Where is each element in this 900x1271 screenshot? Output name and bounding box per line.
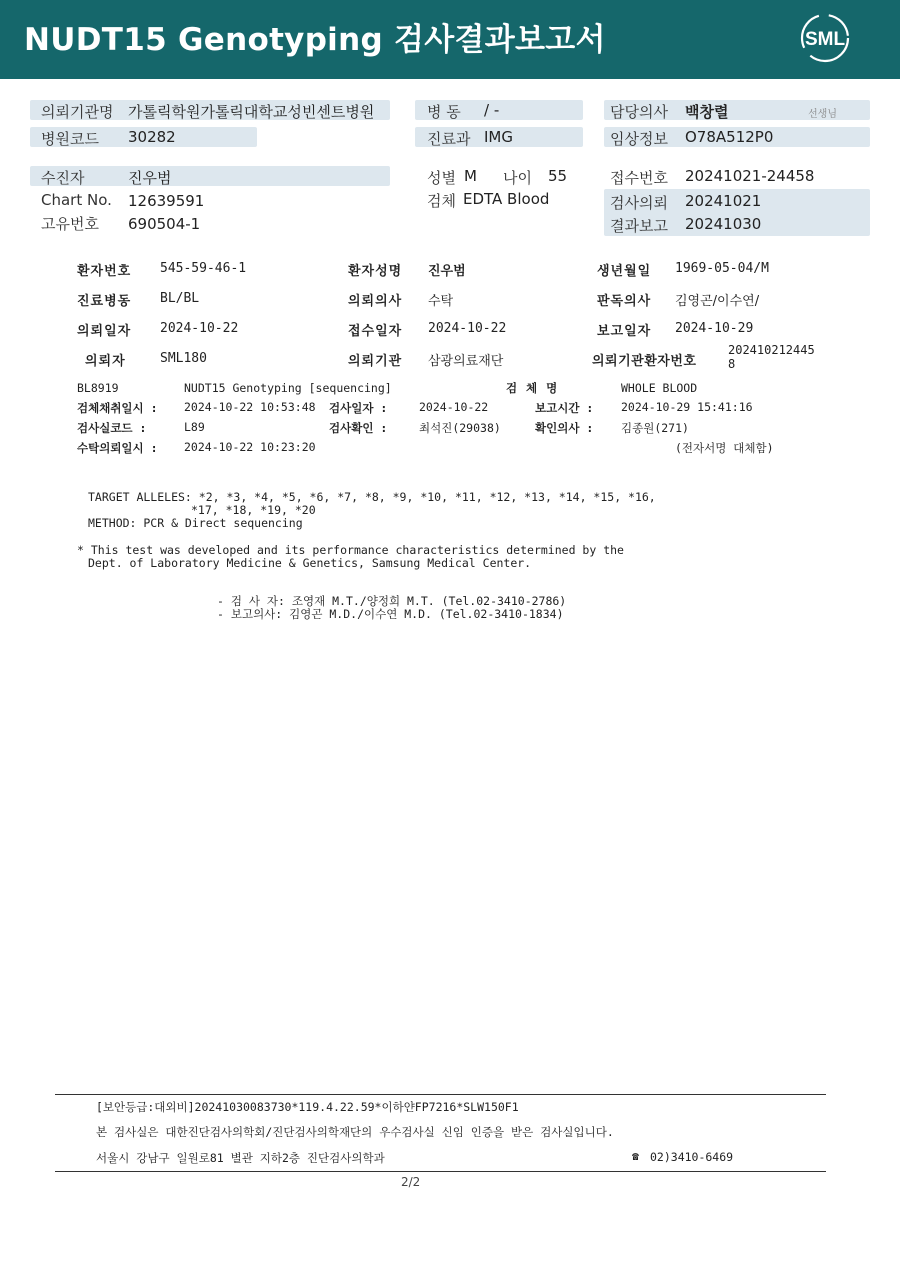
collect-label: 검체채취일시 :: [77, 401, 158, 415]
tester-line: - 검 사 자: 조영재 M.T./양정희 M.T. (Tel.02-3410-2786): [217, 594, 567, 608]
hospital-code-value: 30282: [128, 128, 176, 146]
security-line: [보안등급:대외비]20241030083730*119.4.22.59*이하얀FP7216*SLW150F1: [96, 1100, 519, 1114]
test-code: BL8919: [77, 381, 119, 395]
ward-label: 병 동: [427, 103, 461, 121]
institution-value: 가톨릭학원가톨릭대학교성빈센트병원: [128, 103, 375, 121]
inst-patient-no-value-1: 202410212445: [728, 343, 815, 357]
lab-code-label: 검사실코드 :: [77, 421, 147, 435]
receipt-no-label: 접수번호: [610, 169, 668, 187]
note-line2: Dept. of Laboratory Medicine & Genetics, Samsung Medical Center.: [88, 556, 532, 570]
test-confirm-label: 검사확인 :: [329, 421, 388, 435]
req-doctor-label: 의뢰의사: [348, 294, 403, 309]
test-confirm-value: 최석진(29038): [419, 421, 501, 435]
birth-label: 생년월일: [597, 264, 652, 279]
ward-info-value: BL/BL: [160, 291, 200, 306]
inst-patient-no-value-2: 8: [728, 357, 736, 371]
footer-top-rule: [55, 1094, 826, 1095]
result-report-value: 20241030: [685, 215, 762, 233]
target-alleles-line2: *17, *18, *19, *20: [191, 503, 316, 517]
sex-value: M: [464, 167, 477, 185]
req-doctor-value: 수탁: [428, 294, 454, 309]
req-institution-value: 삼광의료재단: [428, 354, 504, 369]
department-value: IMG: [484, 128, 513, 146]
e-sign-note: (전자서명 대체함): [675, 441, 774, 455]
patient-value: 진우범: [128, 169, 172, 187]
hospital-code-label: 병원코드: [41, 130, 99, 148]
reading-doctor-label: 판독의사: [597, 294, 652, 309]
confirm-doctor-value: 김종원(271): [621, 421, 689, 435]
report-title: NUDT15 Genotyping 검사결과보고서: [24, 22, 606, 58]
report-time-value: 2024-10-29 15:41:16: [621, 400, 753, 414]
specimen-label: 검체: [427, 192, 456, 210]
doctor-value: 백창렬: [685, 103, 729, 121]
sml-logo: [796, 12, 854, 64]
req-institution-label: 의뢰기관: [348, 354, 403, 369]
unique-no-label: 고유번호: [41, 215, 99, 233]
requester-value: SML180: [160, 351, 207, 366]
department-label: 진료과: [427, 130, 471, 148]
ward-info-label: 진료병동: [77, 294, 132, 309]
specimen-value: EDTA Blood: [463, 190, 550, 208]
patient-no-label: 환자번호: [77, 264, 132, 279]
note-line1: * This test was developed and its performance characteristics determined by the: [77, 543, 624, 557]
patient-no-value: 545-59-46-1: [160, 261, 247, 276]
footer-bottom-rule: [55, 1171, 826, 1172]
report-date-value: 2024-10-29: [675, 321, 754, 336]
consign-value: 2024-10-22 10:23:20: [184, 440, 316, 454]
rec-date-value: 2024-10-22: [428, 321, 507, 336]
report-date-label: 보고일자: [597, 324, 652, 339]
certification-line: 본 검사실은 대한진단검사의학회/진단검사의학재단의 우수검사실 신임 인증을 받은 검사실입니다.: [96, 1125, 614, 1139]
doctor-label: 담당의사: [610, 103, 668, 121]
doctor-suffix: 선생님: [808, 109, 837, 120]
test-specimen-value: WHOLE BLOOD: [621, 381, 698, 395]
clinical-info-label: 임상정보: [610, 130, 668, 148]
receipt-no-value: 20241021-24458: [685, 167, 815, 185]
chart-no-value: 12639591: [128, 192, 205, 210]
collect-value: 2024-10-22 10:53:48: [184, 400, 316, 414]
result-report-label: 결과보고: [610, 217, 668, 235]
reading-doctor-value: 김영곤/이수연/: [675, 294, 760, 309]
method-text: METHOD: PCR & Direct sequencing: [88, 516, 303, 530]
req-date-label: 의뢰일자: [77, 324, 132, 339]
chart-no-label: Chart No.: [41, 191, 112, 209]
unique-no-value: 690504-1: [128, 215, 201, 233]
sex-label: 성별: [427, 169, 456, 187]
report-time-label: 보고시간 :: [535, 401, 594, 415]
inst-patient-no-label: 의뢰기관환자번호: [592, 354, 697, 369]
requester-label: 의뢰자: [85, 354, 126, 369]
test-specimen-label: 검 체 명: [506, 381, 559, 395]
logo-text: SML: [804, 29, 846, 50]
test-date-value: 2024-10-22: [419, 400, 489, 414]
telephone-icon: ☎: [632, 1149, 639, 1163]
req-date-value: 2024-10-22: [160, 321, 239, 336]
consign-label: 수탁의뢰일시 :: [77, 441, 158, 455]
test-request-label: 검사의뢰: [610, 194, 668, 212]
phone-number: 02)3410-6469: [650, 1150, 734, 1164]
age-value: 55: [548, 167, 568, 185]
patient-label: 수진자: [41, 169, 85, 187]
page-number: 2/2: [401, 1175, 421, 1189]
patient-name-label: 환자성명: [348, 264, 403, 279]
target-alleles-line1: TARGET ALLELES: *2, *3, *4, *5, *6, *7, *8, *9, *10, *11, *12, *13, *14, *15, *16,: [88, 490, 656, 504]
patient-name-value: 진우범: [428, 264, 466, 279]
test-date-label: 검사일자 :: [329, 401, 388, 415]
clinical-info-value: O78A512P0: [685, 128, 774, 146]
rec-date-label: 접수일자: [348, 324, 403, 339]
test-name: NUDT15 Genotyping [sequencing]: [184, 381, 392, 395]
ward-value: / -: [484, 101, 500, 119]
report-header: [0, 0, 900, 79]
confirm-doctor-label: 확인의사 :: [535, 421, 594, 435]
institution-label: 의뢰기관명: [41, 103, 114, 121]
test-request-value: 20241021: [685, 192, 762, 210]
reporter-line: - 보고의사: 김영곤 M.D./이수연 M.D. (Tel.02-3410-1834): [217, 607, 564, 621]
address-line: 서울시 강남구 일원로81 별관 지하2층 진단검사의학과: [96, 1151, 385, 1165]
lab-code-value: L89: [184, 420, 205, 434]
age-label: 나이: [503, 169, 532, 187]
birth-value: 1969-05-04/M: [675, 261, 769, 276]
